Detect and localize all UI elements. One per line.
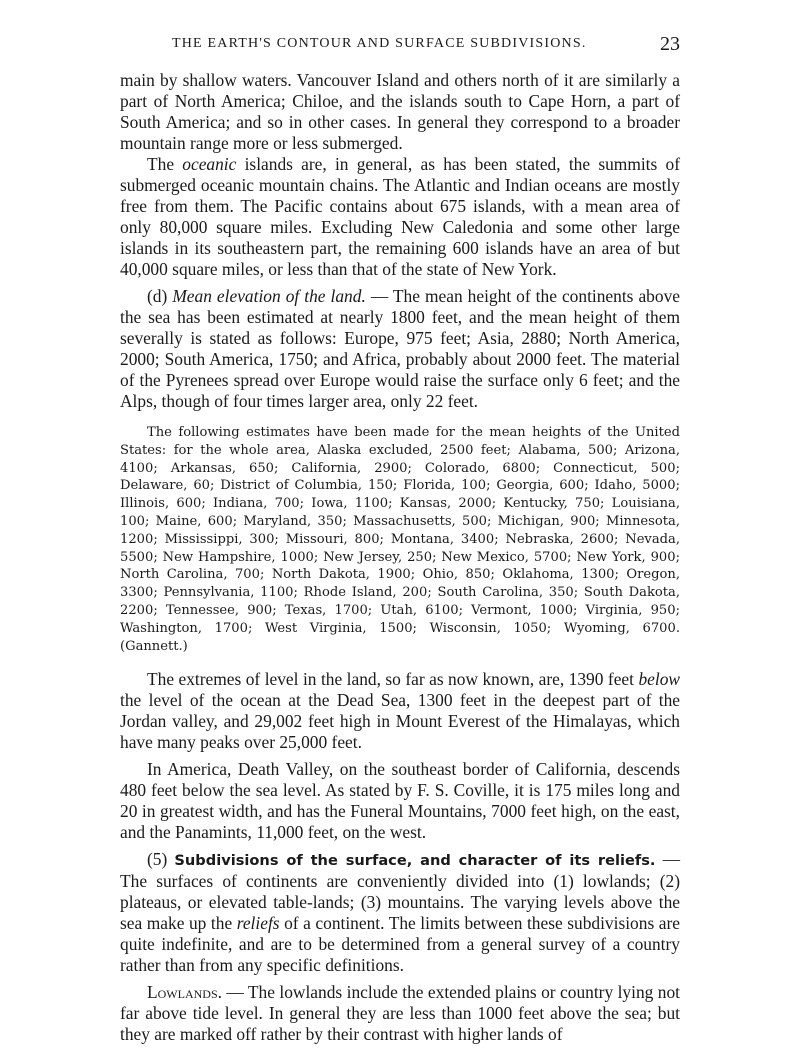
text-run: islands are, in general, as has been stated, the summits of submerged oceanic mountain chains. The Atlantic and Indian oceans are mostly free from them. The Pacific contains about 675 islands, with a mean area of only 80,000 square miles. Excluding New Caledonia and some other large islands in its southeastern part, the remaining 600 islands have an area of but 40,000 square miles, or less than that of the state of New York.: [120, 154, 680, 279]
text-run: of a continent. The limits between these subdivisions are quite indefinite, and are to be determined from a general survey of a country rather than from any specific definitions.: [120, 913, 680, 976]
section-heading-subdivisions: Subdivisions of the surface, and character of its reliefs.: [174, 852, 656, 870]
paragraph-oceanic-islands: [120, 154, 680, 280]
paragraph-mean-elevation: [120, 286, 680, 412]
text-run: the level of the ocean at the Dead Sea, 1300 feet in the deepest part of the Jordan valley, and 29,002 feet high in Mount Everest of the Himalayas, which have many peaks over 25,000 feet.: [120, 690, 680, 753]
section-heading-mean-elevation: Mean elevation of the land.: [172, 286, 366, 306]
text-run: — The lowlands include the extended plains or country lying not far above tide level. In general they are less than 1000 feet above the sea; but they are marked off rather by their contrast with higher lands of: [120, 982, 680, 1045]
section-heading-lowlands: Lowlands.: [147, 982, 222, 1003]
paragraph-lowlands: [120, 982, 680, 1045]
text-run: — The mean height of the continents above the sea has been estimated at nearly 1800 feet, and the mean height of them severally is stated as follows: Europe, 975 feet; Asia, 2880; North America, 2000; South America, 1750; and Africa, probably about 2000 feet. The material of the Pyrenees spread over Europe would raise the surface only 6 feet; and the Alps, though of four times larger area, only 22 feet.: [120, 286, 680, 411]
text-run: The: [147, 154, 183, 174]
section-marker: (5): [147, 849, 175, 870]
paragraph-subdivisions: [120, 849, 680, 976]
text-run: — The surfaces of continents are conveniently divided into (1) lowlands; (2) plateaus, or elevated table-lands; (3) mountains. The varying levels above the sea make up the: [120, 849, 680, 934]
paragraph-death-valley: In America, Death Valley, on the southeast border of California, descends 480 feet below the sea level. As stated by F. S. Coville, it is 175 miles long and 20 in greatest width, and has the Funeral Mountains, 7000 feet high, on the east, and the Panamints, 11,000 feet, on the west.: [120, 759, 680, 843]
emphasis-below: below: [638, 669, 680, 690]
text-run: The extremes of level in the land, so far as now known, are, 1390 feet: [147, 669, 639, 690]
emphasis-oceanic: oceanic: [182, 154, 237, 174]
paragraph-continental-islands: main by shallow waters. Vancouver Island and others north of it are similarly a part of North America; Chiloe, and the islands south to Cape Horn, a part of South America; and so in other cases. In general they correspond to a broader mountain range more or less submerged.: [120, 70, 680, 153]
page-body: [120, 70, 680, 1045]
paragraph-extremes-of-level: [120, 669, 680, 753]
footnote-us-mean-heights: The following estimates have been made for the mean heights of the United States: for the whole area, Alaska excluded, 2500 feet; Alabama, 500; Arizona, 4100; Arkansas, 650; California, 2900; Colorado, 6800; Connecticut, 500; Delaware, 60; District of Columbia, 150; Florida, 100; Georgia, 600; Idaho, 5000; Illinois, 600; Indiana, 700; Iowa, 1100; Kansas, 2000; Kentucky, 750; Louisiana, 100; Maine, 600; Maryland, 350; Massachusetts, 500; Michigan, 900; Minnesota, 1200; Mississippi, 300; Missouri, 800; Montana, 3400; Nebraska, 2600; Nevada, 5500; New Hampshire, 1000; New Jersey, 250; New Mexico, 5700; New York, 900; North Carolina, 700; North Dakota, 1900; Ohio, 850; Oklahoma, 1300; Oregon, 3300; Pennsylvania, 1100; Rhode Island, 200; South Carolina, 350; South Dakota, 2200; Tennessee, 900; Texas, 1700; Utah, 6100; Vermont, 1000; Virginia, 950; Washington, 1700; West Virginia, 1500; Wisconsin, 1050; Wyoming, 6700. (Gannett.): [120, 425, 680, 654]
section-marker: (d): [147, 286, 173, 306]
page-number: 23: [660, 33, 680, 55]
running-head-title: THE EARTH'S CONTOUR AND SURFACE SUBDIVISIONS.: [172, 36, 587, 51]
emphasis-reliefs: reliefs: [236, 913, 280, 934]
